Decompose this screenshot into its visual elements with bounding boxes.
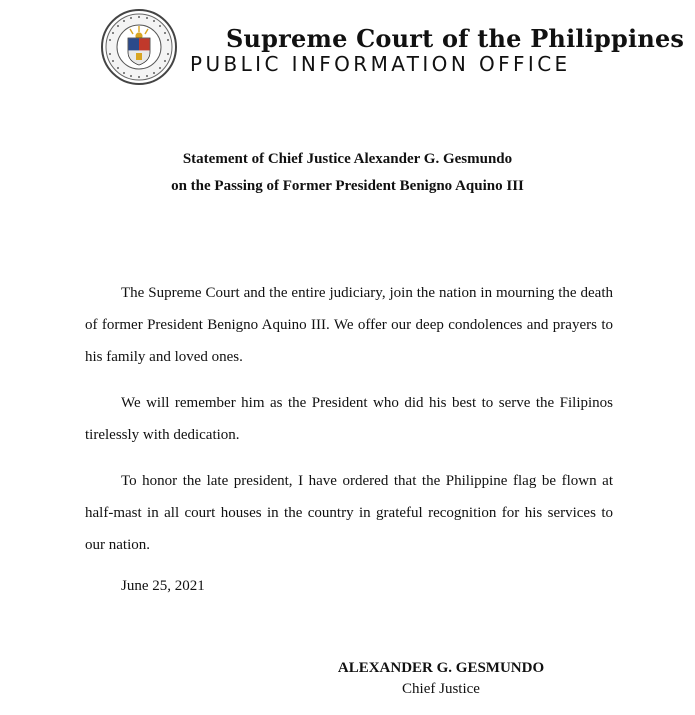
statement-title (0, 146, 695, 200)
letterhead (100, 8, 685, 86)
statement-title-line-1: Statement of Chief Justice Alexander G. Gesmundo (182, 151, 513, 167)
signatory-position: Chief Justice (402, 681, 480, 697)
statement-date: June 25, 2021 (121, 578, 205, 594)
statement-paragraph-1: The Supreme Court and the entire judiciary, join the nation in mourning the death of former President Benigno Aquino III. We offer our deep condolences and prayers to his family and loved ones. (85, 285, 613, 365)
signature-block (316, 658, 566, 700)
statement-body (85, 277, 613, 575)
signatory-name: ALEXANDER G. GESMUNDO (337, 660, 545, 676)
statement-title-line-2: on the Passing of Former President Benigno Aquino III (171, 178, 524, 194)
statement-paragraph-2: We will remember him as the President who did his best to serve the Filipinos tirelessly with dedication. (85, 395, 613, 443)
court-name: Supreme Court of the Philippines (226, 24, 685, 53)
statement-paragraph-3: To honor the late president, I have ordered that the Philippine flag be flown at half-mast in all court houses in the country in grateful recognition for his services to our nation. (85, 473, 613, 553)
office-name: PUBLIC INFORMATION OFFICE (190, 52, 571, 76)
supreme-court-seal-icon (100, 8, 178, 86)
